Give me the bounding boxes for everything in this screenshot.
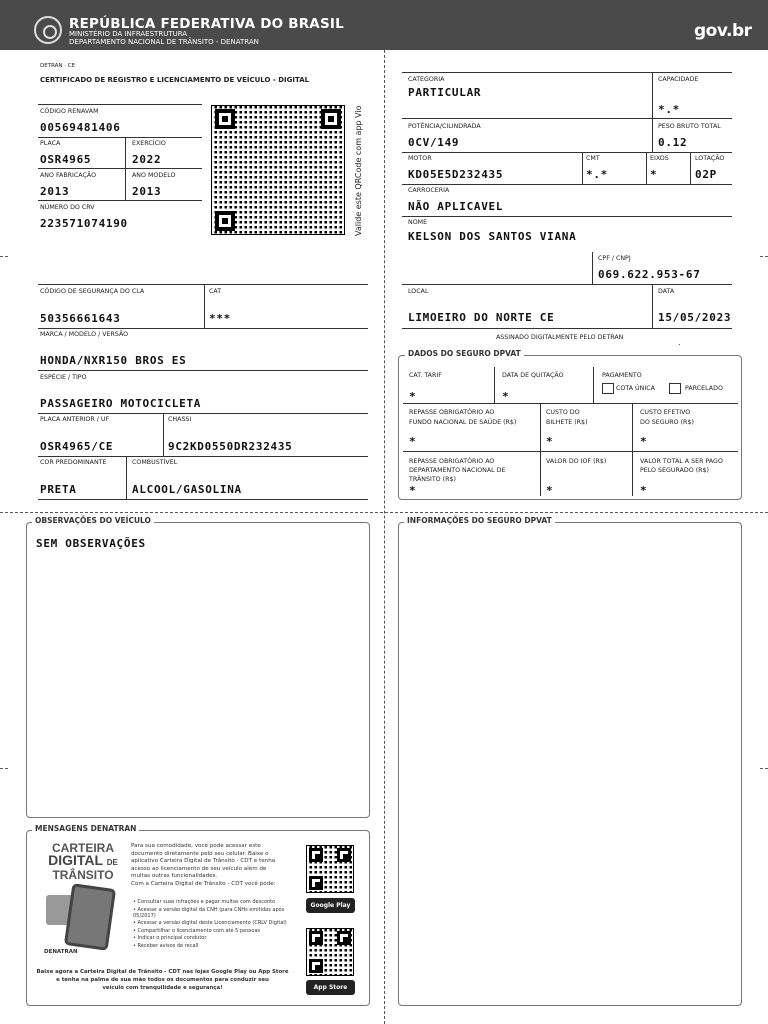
logo-line: CARTEIRA (52, 841, 114, 855)
logo-line (40, 854, 126, 869)
repasse-denatran-value: * (409, 484, 417, 497)
chassi-label: CHASSI (168, 416, 192, 423)
margin-tick (760, 256, 768, 257)
cpf-label: CPF / CNPJ (598, 255, 631, 262)
detran-label: DETRAN · CE (40, 63, 76, 69)
custo-efetivo-label: DO SEGURO (R$) (640, 419, 694, 426)
margin-tick (0, 256, 8, 257)
department-text: DEPARTAMENTO NACIONAL DE TRÂNSITO - DENATRAN (69, 37, 259, 46)
exercicio-label: EXERCÍCIO (132, 140, 166, 147)
combustivel-value: ALCOOL/GASOLINA (132, 483, 242, 496)
cmt-value: *.* (586, 168, 608, 181)
custo-efetivo-label: CUSTO EFETIVO (640, 409, 691, 416)
iof-value: * (546, 484, 554, 497)
bullet-text: Acessar a versão digital deste Licenciamento (CRLV Digital) (137, 919, 287, 926)
bullet-item: • Acessar a versão digital da CNH (para CNHs emitidas após 05/2017) (133, 906, 285, 920)
ano-fabricacao-value: 2013 (40, 185, 70, 198)
para-line: aplicativo Carteira Digital de Trânsito - CDT e tenha (131, 858, 276, 865)
bullet-text: Indicar o principal condutor (137, 935, 207, 942)
bullet-text: Receber avisos de recall (137, 943, 199, 950)
crv-value: 223571074190 (40, 217, 128, 230)
footer-line: veículo com tranquilidade e segurança! (102, 985, 223, 991)
observacoes-box (26, 522, 370, 818)
bullet-item: • Acessar a versão digital deste Licenciamento (CRLV Digital) (133, 919, 287, 926)
cat-tarif-label: CAT. TARIF (409, 372, 442, 379)
bullet-item: • Receber avisos de recall (133, 943, 199, 950)
app-store-qr-code[interactable] (306, 928, 354, 976)
para-line: Com a Carteira Digital de Trânsito - CDT você pode: (131, 880, 276, 887)
renavam-value: 00569481406 (40, 121, 121, 134)
google-play-qr-code[interactable] (306, 845, 354, 893)
total-value: * (640, 484, 648, 497)
placa-value: OSR4965 (40, 153, 92, 166)
document-title: CERTIFICADO DE REGISTRO E LICENCIAMENTO DE VEÍCULO - DIGITAL (40, 76, 310, 84)
ano-modelo-label: ANO MODELO (132, 172, 176, 179)
observacoes-text: SEM OBSERVAÇÕES (36, 537, 146, 550)
cat-value: *** (209, 312, 231, 325)
custo-bilhete-label: BILHETE (R$) (546, 419, 588, 426)
signed-note: ASSINADO DIGITALMENTE PELO DETRAN (496, 334, 624, 341)
capacidade-value: *.* (658, 103, 680, 116)
bullet-item: • Compartilhar o licenciamento com até 5 pessoas (133, 927, 261, 934)
cor-label: COR PREDOMINANTE (40, 459, 107, 466)
para-line: acesso ao licenciamento de seu veículo além de (131, 865, 267, 872)
peso-value: 0.12 (658, 136, 688, 149)
fold-line-vertical (384, 50, 385, 1024)
quitacao-value: * (502, 390, 510, 403)
phone-icon (64, 883, 116, 951)
total-label: VALOR TOTAL A SER PAGO (640, 458, 723, 465)
ministry-lines (69, 31, 259, 46)
app-store-badge[interactable]: App Store (306, 980, 355, 995)
repasse-fns-value: * (409, 435, 417, 448)
potencia-value: 0CV/149 (408, 136, 460, 149)
eixos-value: * (650, 168, 658, 181)
bullet-text: Compartilhar o licenciamento com até 5 pessoas (137, 927, 261, 934)
qr-caption: Valide este QRCode com app Vio (354, 105, 363, 236)
denatran-logo-text: DENATRAN (44, 949, 78, 955)
renavam-label: CÓDIGO RENAVAM (40, 108, 99, 115)
fold-line-horizontal (0, 512, 768, 513)
mensagens-title: MENSAGENS DENATRAN (32, 824, 139, 833)
potencia-label: POTÊNCIA/CILINDRADA (408, 123, 481, 130)
repasse-denatran-label: REPASSE OBRIGATÓRIO AO (409, 458, 495, 465)
categoria-value: PARTICULAR (408, 86, 482, 99)
para-line: documento diretamente pelo seu celular. Baixe o (131, 850, 269, 857)
especie-value: PASSAGEIRO MOTOCICLETA (40, 397, 202, 410)
repasse-fns-label: REPASSE OBRIGATÓRIO AO (409, 409, 495, 416)
govbr-logo[interactable]: gov.br (694, 21, 752, 41)
local-label: LOCAL (408, 288, 429, 295)
repasse-denatran-label: DEPARTAMENTO NACIONAL DE (409, 467, 506, 474)
bullet-text: Consultar suas infrações e pagar multas com desconto (137, 899, 276, 905)
para-line: Para sua comodidade, você pode acessar este (131, 843, 261, 849)
combustivel-label: COMBUSTÍVEL (132, 459, 178, 466)
cota-unica-checkbox[interactable] (602, 383, 614, 394)
cat-label: CAT (209, 288, 222, 295)
cla-label: CÓDIGO DE SEGURANÇA DO CLA (40, 288, 145, 295)
especie-label: ESPÉCIE / TIPO (40, 374, 87, 381)
gov-header (0, 0, 768, 50)
google-play-badge[interactable]: Google Play (306, 898, 355, 913)
exercicio-value: 2022 (132, 153, 162, 166)
eixos-label: EIXOS (650, 155, 669, 162)
motor-value: KD05E5D232435 (408, 168, 504, 181)
cdt-logo (40, 842, 126, 881)
dpvat-title: DADOS DO SEGURO DPVAT (405, 349, 524, 358)
peso-label: PESO BRUTO TOTAL (658, 123, 721, 130)
cmt-label: CMT (586, 155, 600, 162)
mensagens-paragraph (131, 843, 289, 889)
iof-label: VALOR DO IOF (R$) (546, 458, 607, 465)
crv-label: NÚMERO DO CRV (40, 204, 95, 211)
brasil-seal-icon (34, 16, 62, 44)
placa-label: PLACA (40, 140, 61, 147)
cota-unica-label: COTA ÚNICA (616, 385, 655, 392)
categoria-label: CATEGORIA (408, 76, 445, 83)
footer-line: Baixe agora a Carteira Digital de Trânsito - CDT nas lojas Google Play ou App Store (36, 969, 289, 975)
capacidade-label: CAPACIDADE (658, 76, 699, 83)
nome-value: KELSON DOS SANTOS VIANA (408, 230, 577, 243)
margin-tick (0, 768, 8, 769)
observacoes-title: OBSERVAÇÕES DO VEÍCULO (32, 516, 154, 525)
motor-label: MOTOR (408, 155, 432, 162)
margin-tick (760, 768, 768, 769)
placa-anterior-value: OSR4965/CE (40, 440, 114, 453)
ministry-text: MINISTÉRIO DA INFRAESTRUTURA (69, 30, 188, 38)
mensagens-footer (30, 968, 295, 992)
data-value: 15/05/2023 (658, 311, 732, 324)
republic-title: REPÚBLICA FEDERATIVA DO BRASIL (69, 16, 344, 32)
validation-qr-code[interactable] (211, 105, 345, 235)
chassi-value: 9C2KD0550DR232435 (168, 440, 293, 453)
repasse-denatran-label: TRÂNSITO (R$) (409, 476, 456, 483)
parcelado-label: PARCELADO (685, 385, 723, 392)
carroceria-label: CARROCERIA (408, 187, 450, 194)
mensagens-bullets (133, 899, 293, 951)
logo-word: DIGITAL (48, 852, 103, 868)
para-line: multas outras funcionalidades. (131, 873, 218, 880)
cat-tarif-value: * (409, 390, 417, 403)
placa-anterior-label: PLACA ANTERIOR / UF (40, 416, 110, 423)
logo-word: DE (106, 858, 118, 867)
cla-value: 50356661643 (40, 312, 121, 325)
marca-label: MARCA / MODELO / VERSÃO (40, 331, 129, 338)
cpf-value: 069.622.953-67 (598, 268, 701, 281)
lotacao-value: 02P (695, 168, 717, 181)
custo-efetivo-value: * (640, 435, 648, 448)
dot-mark: . (678, 338, 681, 347)
bullet-text: Acessar a versão digital da CNH (para CNHs emitidas após 05/2017) (133, 906, 285, 920)
data-label: DATA (658, 288, 675, 295)
ano-modelo-value: 2013 (132, 185, 162, 198)
bullet-item: • Consultar suas infrações e pagar multas com desconto (133, 899, 276, 905)
cor-value: PRETA (40, 483, 77, 496)
info-dpvat-box (398, 522, 742, 1006)
info-dpvat-title: INFORMAÇÕES DO SEGURO DPVAT (404, 516, 555, 525)
lotacao-label: LOTAÇÃO (695, 155, 725, 162)
ano-fabricacao-label: ANO FABRICAÇÃO (40, 172, 97, 179)
local-value: LIMOEIRO DO NORTE CE (408, 311, 555, 324)
repasse-fns-label: FUNDO NACIONAL DE SAÚDE (R$) (409, 419, 517, 426)
pagamento-label: PAGAMENTO (602, 372, 642, 379)
carroceria-value: NÃO APLICAVEL (408, 200, 504, 213)
bullet-item: • Indicar o principal condutor (133, 935, 207, 942)
custo-bilhete-label: CUSTO DO (546, 409, 580, 416)
marca-value: HONDA/NXR150 BROS ES (40, 354, 187, 367)
custo-bilhete-value: * (546, 435, 554, 448)
quitacao-label: DATA DE QUITAÇÃO (502, 372, 564, 379)
nome-label: NOME (408, 219, 428, 226)
total-label: PELO SEGURADO (R$) (640, 467, 710, 474)
parcelado-checkbox[interactable] (669, 383, 681, 394)
logo-line: TRÂNSITO (52, 868, 114, 882)
footer-line: e tenha na palma de sua mão todos os documentos para conduzir seu (56, 977, 269, 983)
